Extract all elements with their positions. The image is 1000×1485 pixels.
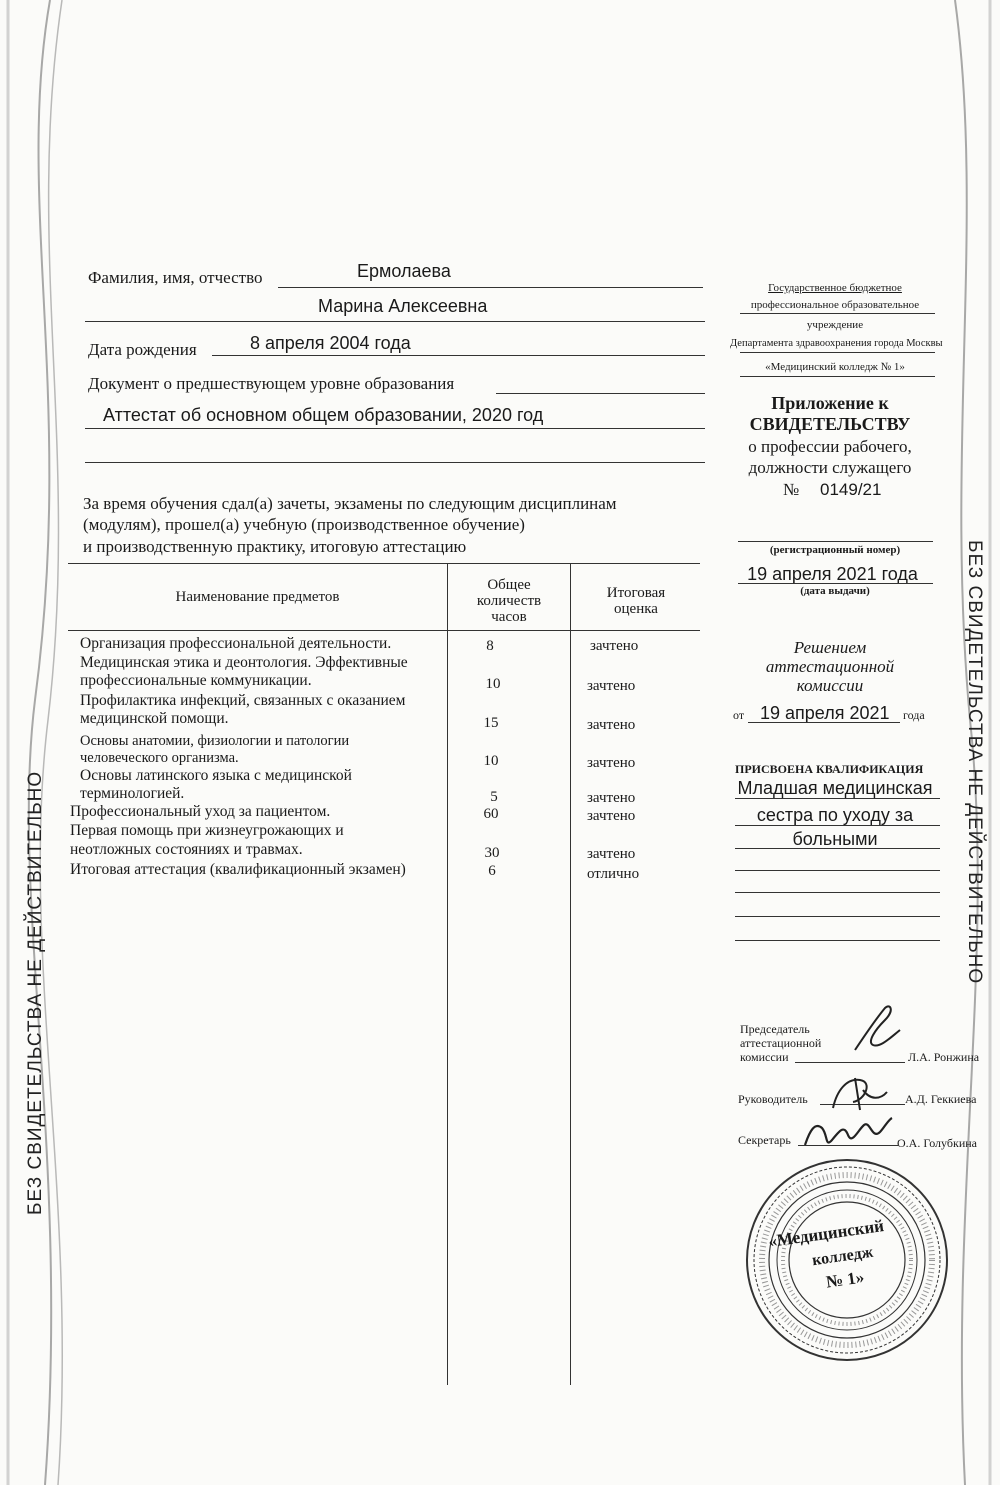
table-top-border bbox=[68, 563, 700, 564]
org-underline-4 bbox=[740, 352, 935, 353]
head-signature-icon bbox=[825, 1070, 895, 1115]
header-subject: Наименование предметов bbox=[175, 589, 340, 605]
decision-from: от bbox=[733, 708, 745, 722]
secretary-signature-icon bbox=[800, 1110, 895, 1155]
subject-line: неотложных состояниях и травмах. bbox=[70, 841, 303, 858]
header-hours-2: количеств bbox=[476, 593, 542, 609]
stamp-center-line-3: № 1» bbox=[824, 1267, 866, 1292]
right-vertical-notice: БЕЗ СВИДЕТЕЛЬСТВА НЕ ДЕЙСТВИТЕЛЬНО bbox=[964, 540, 985, 985]
reg-number-caption: (регистрационный номер) bbox=[769, 544, 901, 556]
decision-line-1: Решением bbox=[793, 638, 867, 657]
subject-line: Организация профессиональной деятельности. bbox=[80, 635, 392, 652]
hours-value: 60 bbox=[483, 806, 499, 822]
border-pattern-left bbox=[0, 0, 80, 1485]
grade-value: зачтено bbox=[587, 755, 636, 771]
name-patronymic-value: Марина Алексеевна bbox=[318, 296, 488, 316]
subject-line: Профессиональный уход за пациентом. bbox=[70, 803, 331, 820]
qualification-underline-5 bbox=[735, 892, 940, 893]
surname-value: Ермолаева bbox=[357, 261, 451, 281]
table-column-divider-2 bbox=[570, 563, 571, 1385]
decision-line-2: аттестационной bbox=[765, 657, 895, 676]
org-line-3: учреждение bbox=[806, 319, 864, 331]
subject-line: Основы анатомии, физиологии и патологии bbox=[80, 733, 350, 749]
intro-line-1: За время обучения сдал(а) зачеты, экзамены по следующим дисциплинам bbox=[83, 494, 617, 513]
qualification-label: ПРИСВОЕНА КВАЛИФИКАЦИЯ bbox=[735, 762, 924, 776]
org-line-5: «Медицинский колледж № 1» bbox=[765, 361, 905, 373]
qualification-line-2: сестра по уходу за bbox=[756, 805, 914, 825]
grade-value: отлично bbox=[587, 866, 640, 882]
org-line-4: Департамента здравоохранения города Москвы bbox=[730, 338, 943, 349]
decision-date: 19 апреля 2021 bbox=[760, 703, 890, 723]
subject-line: терминологией. bbox=[80, 785, 185, 802]
qualification-underline-7 bbox=[735, 940, 940, 941]
certificate-sub-2: должности служащего bbox=[748, 458, 912, 477]
decision-line-3: комиссии bbox=[796, 676, 864, 695]
table-column-divider-1 bbox=[447, 563, 448, 1385]
dob-label: Дата рождения bbox=[88, 340, 197, 359]
decision-year-word: года bbox=[903, 708, 925, 722]
subject-line: Итоговая аттестация (квалификационный экзамен) bbox=[70, 861, 406, 878]
chair-label-1: Председатель bbox=[740, 1022, 810, 1036]
certificate-number: 0149/21 bbox=[820, 480, 882, 499]
qualification-underline-3 bbox=[735, 848, 940, 849]
fio-label: Фамилия, имя, отчество bbox=[88, 268, 263, 287]
issue-date-caption: (дата выдачи) bbox=[800, 585, 870, 597]
subject-line: человеческого организма. bbox=[80, 750, 239, 766]
chair-signature-icon bbox=[845, 1000, 905, 1060]
qualification-line-3: больными bbox=[792, 829, 878, 849]
grade-value: зачтено bbox=[590, 638, 639, 654]
grade-value: зачтено bbox=[587, 717, 636, 733]
head-label: Руководитель bbox=[738, 1092, 808, 1106]
subject-line: профессиональные коммуникации. bbox=[80, 672, 312, 689]
org-underline-2 bbox=[740, 313, 935, 314]
org-line-2: профессиональное образовательное bbox=[750, 299, 920, 311]
prev-doc-label: Документ о предшествующем уровне образования bbox=[88, 374, 455, 393]
header-grade-1: Итоговая bbox=[606, 585, 666, 601]
prev-doc-underline-3 bbox=[85, 462, 705, 463]
fio-underline bbox=[278, 287, 703, 288]
dob-value: 8 апреля 2004 года bbox=[250, 333, 411, 353]
grade-value: зачтено bbox=[587, 678, 636, 694]
secretary-label: Секретарь bbox=[738, 1133, 791, 1147]
issue-date: 19 апреля 2021 года bbox=[747, 564, 918, 584]
issue-date-underline bbox=[738, 583, 933, 584]
intro-line-3: и производственную практику, итоговую аттестацию bbox=[83, 537, 467, 556]
name-underline bbox=[85, 321, 705, 322]
hours-value: 6 bbox=[488, 863, 496, 879]
header-hours-1: Общее bbox=[487, 577, 531, 593]
head-name: А.Д. Геккиева bbox=[905, 1092, 977, 1106]
grade-value: зачтено bbox=[587, 808, 636, 824]
stamp-center-line-1: «Медицинский bbox=[767, 1216, 886, 1252]
certificate-title-1: Приложение к bbox=[771, 393, 889, 413]
prev-doc-value: Аттестат об основном общем образовании, 2020 год bbox=[103, 405, 544, 425]
org-underline-5 bbox=[740, 376, 935, 377]
certificate-number-prefix: № bbox=[783, 480, 800, 499]
qualification-underline-4 bbox=[735, 870, 940, 871]
hours-value: 10 bbox=[483, 753, 499, 769]
header-hours-3: часов bbox=[491, 609, 527, 625]
dob-underline bbox=[212, 355, 705, 356]
org-line-1: Государственное бюджетное bbox=[768, 282, 902, 294]
subject-line: Профилактика инфекций, связанных с оказанием bbox=[80, 692, 406, 709]
subject-line: Первая помощь при жизнеугрожающих и bbox=[70, 822, 344, 839]
grade-value: зачтено bbox=[587, 790, 636, 806]
hours-value: 5 bbox=[490, 789, 498, 805]
hours-value: 8 bbox=[486, 638, 494, 654]
decision-date-underline bbox=[748, 722, 900, 723]
chair-name: Л.А. Ронжина bbox=[908, 1050, 980, 1064]
qualification-underline-2 bbox=[735, 825, 940, 826]
qualification-underline-6 bbox=[735, 916, 940, 917]
hours-value: 10 bbox=[485, 676, 501, 692]
left-vertical-notice: БЕЗ СВИДЕТЕЛЬСТВА НЕ ДЕЙСТВИТЕЛЬНО bbox=[25, 770, 46, 1215]
qualification-underline-1 bbox=[735, 798, 940, 799]
certificate-title-2: СВИДЕТЕЛЬСТВУ bbox=[749, 414, 911, 434]
hours-value: 30 bbox=[484, 845, 500, 861]
chair-label-2: аттестационной bbox=[740, 1036, 822, 1050]
stamp-center-line-2: колледж bbox=[811, 1243, 875, 1270]
subject-line: Основы латинского языка с медицинской bbox=[80, 767, 352, 784]
prev-doc-underline-2 bbox=[85, 428, 705, 429]
table-header-border bbox=[68, 630, 700, 631]
qualification-line-1: Младшая медицинская bbox=[737, 778, 933, 798]
certificate-sub-1: о профессии рабочего, bbox=[748, 437, 912, 456]
intro-line-2: (модулям), прошел(а) учебную (производственное обучение) bbox=[83, 515, 525, 534]
subject-line: медицинской помощи. bbox=[80, 710, 229, 727]
subject-line: Медицинская этика и деонтология. Эффективные bbox=[80, 654, 408, 671]
secretary-name: О.А. Голубкина bbox=[897, 1136, 977, 1150]
chair-signature-line bbox=[795, 1062, 905, 1063]
header-grade-2: оценка bbox=[614, 601, 658, 617]
prev-doc-underline bbox=[496, 393, 705, 394]
grade-value: зачтено bbox=[587, 846, 636, 862]
reg-number-underline bbox=[738, 541, 933, 542]
chair-label-3: комиссии bbox=[740, 1050, 789, 1064]
hours-value: 15 bbox=[483, 715, 499, 731]
